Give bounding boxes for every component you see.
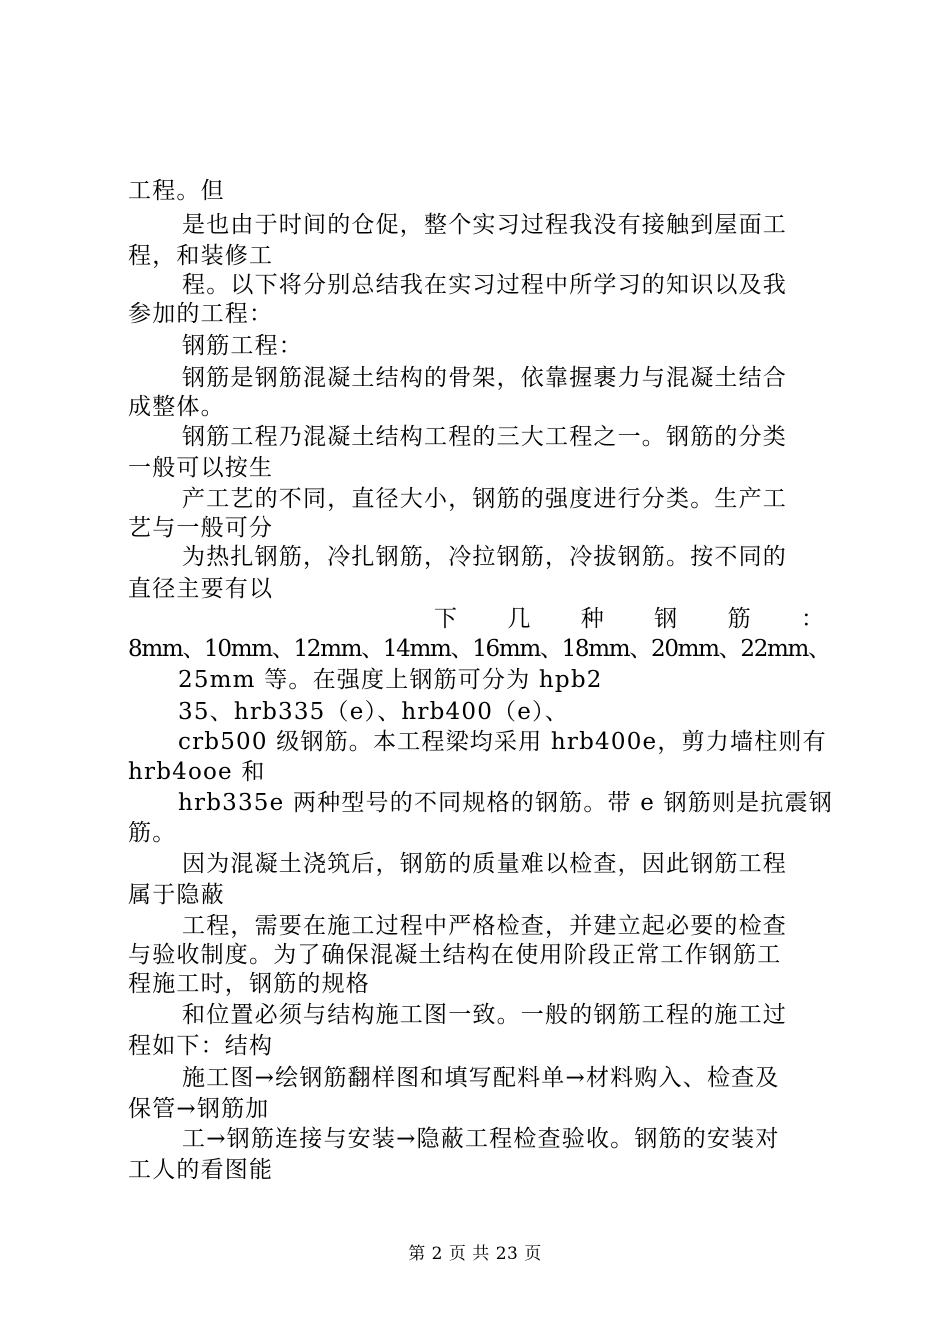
text-line: 属于隐蔽 (128, 882, 225, 908)
text-line: 程施工时，钢筋的规格 (128, 971, 370, 997)
text-line: 因为混凝土浇筑后，钢筋的质量难以检查，因此钢筋工程 (182, 851, 787, 877)
text-line: 8mm、10mm、12mm、14mm、16mm、18mm、20mm、22mm、 (128, 636, 830, 662)
text-line: 和位置必须与结构施工图一致。一般的钢筋工程的施工过 (182, 1002, 787, 1028)
text-line: 工程。但 (128, 178, 225, 204)
text-line: 直径主要有以 (128, 576, 274, 602)
text-line: crb500 级钢筋。本工程梁均采用 hrb400e，剪力墙柱则有 (178, 729, 827, 755)
text-line: 参加的工程： (128, 301, 274, 327)
text-line: 25mm 等。在强度上钢筋可分为 hpb2 (178, 667, 603, 693)
spread-char: ： (800, 606, 824, 632)
text-line: 与验收制度。为了确保混凝土结构在使用阶段正常工作钢筋工 (128, 942, 782, 968)
text-line: 成整体。 (128, 394, 225, 420)
text-line: 工→钢筋连接与安装→隐蔽工程检查验收。钢筋的安装对 (182, 1126, 780, 1152)
text-line: 程。以下将分别总结我在实习过程中所学习的知识以及我 (182, 272, 787, 298)
spread-char: 钢 (654, 606, 678, 632)
text-line: 程，和装修工 (128, 243, 274, 269)
text-line: 程如下：结构 (128, 1033, 274, 1059)
page-number-footer: 第 2 页 共 23 页 (408, 1244, 542, 1264)
text-line: hrb4ooe 和 (128, 759, 266, 785)
text-line: 工人的看图能 (128, 1157, 274, 1183)
spread-text-line (434, 604, 824, 634)
text-line: 筋。 (128, 820, 177, 846)
text-line: 一般可以按生 (128, 455, 274, 481)
text-line: hrb335e 两种型号的不同规格的钢筋。带 e 钢筋则是抗震钢 (178, 790, 833, 816)
spread-char: 几 (507, 606, 531, 632)
text-line: 施工图→绘钢筋翻样图和填写配料单→材料购入、检查及 (182, 1065, 780, 1091)
text-line: 钢筋是钢筋混凝土结构的骨架，依靠握裹力与混凝土结合 (182, 365, 787, 391)
text-line: 是也由于时间的仓促，整个实习过程我没有接触到屋面工 (182, 212, 787, 238)
text-line: 为热扎钢筋，冷扎钢筋，冷拉钢筋，冷拔钢筋。按不同的 (182, 544, 787, 570)
text-line: 钢筋工程乃混凝土结构工程的三大工程之一。钢筋的分类 (182, 424, 787, 450)
spread-char: 下 (434, 606, 457, 632)
spread-char: 筋 (727, 606, 751, 632)
text-line: 35、hrb335（e）、hrb400（e）、 (178, 699, 569, 725)
spread-char: 种 (580, 606, 604, 632)
text-line: 艺与一般可分 (128, 515, 274, 541)
text-line: 工程，需要在施工过程中严格检查，并建立起必要的检查 (182, 913, 787, 939)
text-line: 产工艺的不同，直径大小，钢筋的强度进行分类。生产工 (182, 486, 787, 512)
text-line: 保管→钢筋加 (128, 1096, 270, 1122)
section-heading: 钢筋工程： (182, 333, 303, 359)
